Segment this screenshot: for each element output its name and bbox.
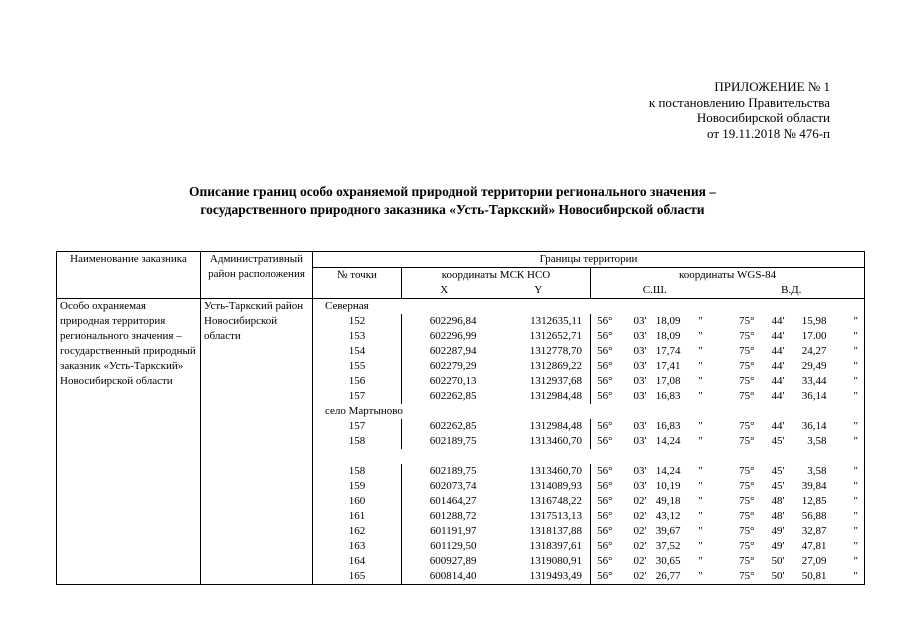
lon-min: 49' bbox=[771, 525, 785, 537]
lat-mark: " bbox=[698, 435, 703, 447]
lat-min: 03' bbox=[633, 360, 647, 372]
lat-sec: 18,09 bbox=[655, 330, 681, 342]
x-coord: 601191,97 bbox=[402, 524, 487, 539]
lat-sec: 18,09 bbox=[655, 315, 681, 327]
title-line-1: Описание границ особо охраняемой природной территории регионального значения – bbox=[188, 184, 717, 199]
lat-deg: 56° bbox=[591, 374, 619, 389]
lat-min: 03' bbox=[633, 330, 647, 342]
x-coord: 602189,75 bbox=[402, 464, 487, 479]
lat-mark: " bbox=[698, 375, 703, 387]
lon-deg: 75° bbox=[739, 360, 755, 372]
y-coord: 1313460,70 bbox=[529, 465, 582, 477]
lon-min: 44' bbox=[771, 330, 785, 342]
x-coord: 600814,40 bbox=[402, 569, 487, 585]
lon-min: 48' bbox=[771, 495, 785, 507]
lon-deg: 75° bbox=[739, 555, 755, 567]
lon-sec: 33,44 bbox=[801, 375, 827, 387]
lon-sec: 47,81 bbox=[801, 540, 827, 552]
lon-deg: 75° bbox=[739, 540, 755, 552]
lon-mark: " bbox=[829, 374, 865, 389]
lon-sec: 56,88 bbox=[801, 510, 827, 522]
lon-sec: 24,27 bbox=[801, 345, 827, 357]
point-no: 165 bbox=[313, 569, 402, 585]
lat-sec: 14,24 bbox=[655, 465, 681, 477]
lon-sec: 36,14 bbox=[801, 390, 827, 402]
y-coord: 1312984,48 bbox=[529, 390, 582, 402]
point-no: 160 bbox=[313, 494, 402, 509]
lat-min: 02' bbox=[633, 510, 647, 522]
appendix-decree: к постановлению Правительства bbox=[648, 94, 830, 110]
y-coord: 1312778,70 bbox=[529, 345, 582, 357]
lon-sec: 17.00 bbox=[801, 330, 827, 342]
lat-sec: 17,74 bbox=[655, 345, 681, 357]
x-coord: 602189,75 bbox=[402, 434, 487, 449]
x-coord: 602262,85 bbox=[402, 419, 487, 434]
lat-min: 02' bbox=[619, 569, 647, 585]
y-coord: 1316748,22 bbox=[529, 495, 582, 507]
lon-sec: 36,14 bbox=[801, 420, 827, 432]
appendix-date: от 19.11.2018 № 476-п bbox=[707, 125, 830, 141]
lon-sec: 3,58 bbox=[807, 465, 827, 477]
header-lat: С.Ш. bbox=[591, 283, 719, 299]
lon-deg: 75° bbox=[739, 480, 755, 492]
lat-mark: " bbox=[698, 510, 703, 522]
lat-deg: 56° bbox=[591, 509, 619, 524]
lon-deg: 75° bbox=[739, 330, 755, 342]
lon-sec: 29,49 bbox=[801, 360, 827, 372]
lon-mark: " bbox=[829, 539, 865, 554]
lon-min: 44' bbox=[771, 420, 785, 432]
lon-sec: 32,87 bbox=[801, 525, 827, 537]
lat-min: 03' bbox=[633, 435, 647, 447]
lon-deg: 75° bbox=[719, 569, 759, 585]
lat-min: 03' bbox=[633, 465, 647, 477]
point-no: 157 bbox=[313, 389, 402, 404]
lon-min: 48' bbox=[771, 510, 785, 522]
lon-min: 49' bbox=[771, 540, 785, 552]
lat-deg: 56° bbox=[591, 494, 619, 509]
lat-sec: 39,67 bbox=[655, 525, 681, 537]
lat-deg: 56° bbox=[591, 524, 619, 539]
lon-mark: " bbox=[829, 314, 865, 329]
x-coord: 600927,89 bbox=[402, 554, 487, 569]
lat-sec: 16,83 bbox=[655, 390, 681, 402]
lat-deg: 56° bbox=[591, 359, 619, 374]
header-point-no: № точки bbox=[313, 268, 402, 299]
point-no: 158 bbox=[313, 464, 402, 479]
name-cell: Особо охраняемая природная территория регионального значения – государственный природный заказник «Усть-Таркский» Новосибирской области bbox=[57, 299, 201, 585]
lat-mark: " bbox=[698, 540, 703, 552]
lat-min: 03' bbox=[633, 420, 647, 432]
y-coord: 1313460,70 bbox=[529, 435, 582, 447]
section-row bbox=[57, 299, 865, 315]
x-coord: 602296,84 bbox=[402, 314, 487, 329]
x-coord: 602287,94 bbox=[402, 344, 487, 359]
lat-min: 03' bbox=[633, 315, 647, 327]
header-lon: В.Д. bbox=[719, 283, 865, 299]
lat-min: 03' bbox=[633, 345, 647, 357]
lon-mark: " bbox=[829, 524, 865, 539]
lat-deg: 56° bbox=[591, 329, 619, 344]
lon-mark: " bbox=[829, 344, 865, 359]
lat-min: 02' bbox=[633, 525, 647, 537]
lat-deg: 56° bbox=[591, 554, 619, 569]
y-coord: 1319080,91 bbox=[529, 555, 582, 567]
lon-mark: " bbox=[829, 329, 865, 344]
section-label: Северная bbox=[313, 299, 865, 315]
header-x: X bbox=[402, 283, 487, 299]
lon-deg: 75° bbox=[739, 345, 755, 357]
lon-min: 44' bbox=[771, 375, 785, 387]
lon-deg: 75° bbox=[739, 495, 755, 507]
lon-deg: 75° bbox=[739, 375, 755, 387]
lon-sec: 39,84 bbox=[801, 480, 827, 492]
point-no: 164 bbox=[313, 554, 402, 569]
header-msk: координаты МСК НСО bbox=[402, 268, 591, 284]
lon-mark: " bbox=[829, 389, 865, 404]
lat-min: 03' bbox=[633, 390, 647, 402]
lon-min: 45' bbox=[771, 435, 785, 447]
lon-min: 44' bbox=[771, 390, 785, 402]
lat-mark: " bbox=[698, 345, 703, 357]
y-coord: 1312869,22 bbox=[529, 360, 582, 372]
lat-deg: 56° bbox=[591, 389, 619, 404]
lat-sec: 17,41 bbox=[655, 360, 681, 372]
lat-mark: " bbox=[698, 420, 703, 432]
x-coord: 602279,29 bbox=[402, 359, 487, 374]
lon-min: 45' bbox=[771, 465, 785, 477]
lat-deg: 56° bbox=[591, 569, 619, 585]
header-row-1 bbox=[57, 252, 865, 268]
lon-sec: 12,85 bbox=[801, 495, 827, 507]
point-no: 157 bbox=[313, 419, 402, 434]
lat-mark: " bbox=[698, 495, 703, 507]
y-coord: 1318397,61 bbox=[529, 540, 582, 552]
lat-deg: 56° bbox=[591, 479, 619, 494]
y-coord: 1312984,48 bbox=[529, 420, 582, 432]
lon-sec: 15,98 bbox=[801, 315, 827, 327]
lat-mark: " bbox=[698, 465, 703, 477]
lon-mark: " bbox=[829, 464, 865, 479]
appendix-title: ПРИЛОЖЕНИЕ № 1 bbox=[714, 79, 830, 94]
lon-min: 44' bbox=[771, 360, 785, 372]
point-no: 159 bbox=[313, 479, 402, 494]
appendix-region: Новосибирской области bbox=[696, 110, 830, 125]
point-no: 163 bbox=[313, 539, 402, 554]
lon-mark: " bbox=[829, 494, 865, 509]
lat-sec: 49,18 bbox=[655, 495, 681, 507]
lon-deg: 75° bbox=[739, 510, 755, 522]
y-coord: 1317513,13 bbox=[529, 510, 582, 522]
x-coord: 602073,74 bbox=[402, 479, 487, 494]
point-no: 158 bbox=[313, 434, 402, 449]
lon-deg: 75° bbox=[739, 390, 755, 402]
lon-mark: " bbox=[829, 509, 865, 524]
lat-sec: 30,65 bbox=[655, 555, 681, 567]
lat-min: 02' bbox=[633, 495, 647, 507]
point-no: 161 bbox=[313, 509, 402, 524]
header-name: Наименование заказника bbox=[57, 252, 201, 299]
lat-deg: 56° bbox=[591, 434, 619, 449]
lat-deg: 56° bbox=[591, 464, 619, 479]
lon-deg: 75° bbox=[739, 525, 755, 537]
header-district: Административный район расположения bbox=[201, 252, 313, 299]
lon-min: 44' bbox=[771, 315, 785, 327]
header-wgs: координаты WGS-84 bbox=[591, 268, 865, 284]
point-no: 152 bbox=[313, 314, 402, 329]
lat-sec: 26,77 bbox=[647, 569, 683, 585]
x-coord: 602270,13 bbox=[402, 374, 487, 389]
lon-mark: " bbox=[829, 434, 865, 449]
lat-min: 03' bbox=[633, 480, 647, 492]
lon-mark: " bbox=[829, 569, 865, 585]
lon-mark: " bbox=[829, 554, 865, 569]
lat-mark: " bbox=[698, 525, 703, 537]
lat-deg: 56° bbox=[591, 539, 619, 554]
lat-mark: " bbox=[698, 390, 703, 402]
lon-sec: 50,81 bbox=[785, 569, 829, 585]
y-coord: 1318137,88 bbox=[529, 525, 582, 537]
document-title bbox=[0, 183, 905, 219]
lon-sec: 3,58 bbox=[807, 435, 827, 447]
lon-min: 45' bbox=[771, 480, 785, 492]
lon-min: 50' bbox=[771, 555, 785, 567]
spacer-cell bbox=[313, 449, 865, 464]
point-no: 156 bbox=[313, 374, 402, 389]
lat-sec: 43,12 bbox=[655, 510, 681, 522]
lon-deg: 75° bbox=[739, 435, 755, 447]
lon-deg: 75° bbox=[739, 465, 755, 477]
point-no: 155 bbox=[313, 359, 402, 374]
x-coord: 601464,27 bbox=[402, 494, 487, 509]
lon-min: 50' bbox=[759, 569, 785, 585]
lat-sec: 10,19 bbox=[655, 480, 681, 492]
lat-sec: 17,08 bbox=[655, 375, 681, 387]
lat-sec: 14,24 bbox=[655, 435, 681, 447]
lat-deg: 56° bbox=[591, 344, 619, 359]
y-coord: 1314089,93 bbox=[529, 480, 582, 492]
title-line-2: государственного природного заказника «Усть-Таркский» Новосибирской области bbox=[200, 202, 705, 217]
lon-mark: " bbox=[829, 419, 865, 434]
lat-deg: 56° bbox=[591, 314, 619, 329]
header-y: Y bbox=[487, 283, 591, 299]
point-no: 153 bbox=[313, 329, 402, 344]
lat-mark: " bbox=[698, 480, 703, 492]
lat-mark: " bbox=[683, 569, 719, 585]
section-label: село Мартыново bbox=[313, 404, 865, 419]
lat-min: 02' bbox=[633, 555, 647, 567]
lat-sec: 16,83 bbox=[655, 420, 681, 432]
lon-deg: 75° bbox=[739, 315, 755, 327]
lon-deg: 75° bbox=[739, 420, 755, 432]
header-borders: Границы территории bbox=[313, 252, 865, 268]
lon-mark: " bbox=[829, 359, 865, 374]
point-no: 162 bbox=[313, 524, 402, 539]
lat-min: 03' bbox=[633, 375, 647, 387]
lat-mark: " bbox=[698, 360, 703, 372]
y-coord: 1319493,49 bbox=[487, 569, 591, 585]
boundary-table bbox=[56, 251, 865, 585]
x-coord: 602262,85 bbox=[402, 389, 487, 404]
lon-sec: 27,09 bbox=[801, 555, 827, 567]
lat-sec: 37,52 bbox=[655, 540, 681, 552]
y-coord: 1312652,71 bbox=[529, 330, 582, 342]
lat-deg: 56° bbox=[591, 419, 619, 434]
lat-mark: " bbox=[698, 555, 703, 567]
lon-min: 44' bbox=[771, 345, 785, 357]
x-coord: 602296,99 bbox=[402, 329, 487, 344]
lon-mark: " bbox=[829, 479, 865, 494]
x-coord: 601288,72 bbox=[402, 509, 487, 524]
lat-min: 02' bbox=[633, 540, 647, 552]
y-coord: 1312635,11 bbox=[530, 315, 582, 327]
district-cell: Усть-Таркский район Новосибирской области bbox=[201, 299, 313, 585]
point-no: 154 bbox=[313, 344, 402, 359]
lat-mark: " bbox=[698, 315, 703, 327]
y-coord: 1312937,68 bbox=[529, 375, 582, 387]
x-coord: 601129,50 bbox=[402, 539, 487, 554]
lat-mark: " bbox=[698, 330, 703, 342]
appendix-block bbox=[510, 79, 830, 141]
